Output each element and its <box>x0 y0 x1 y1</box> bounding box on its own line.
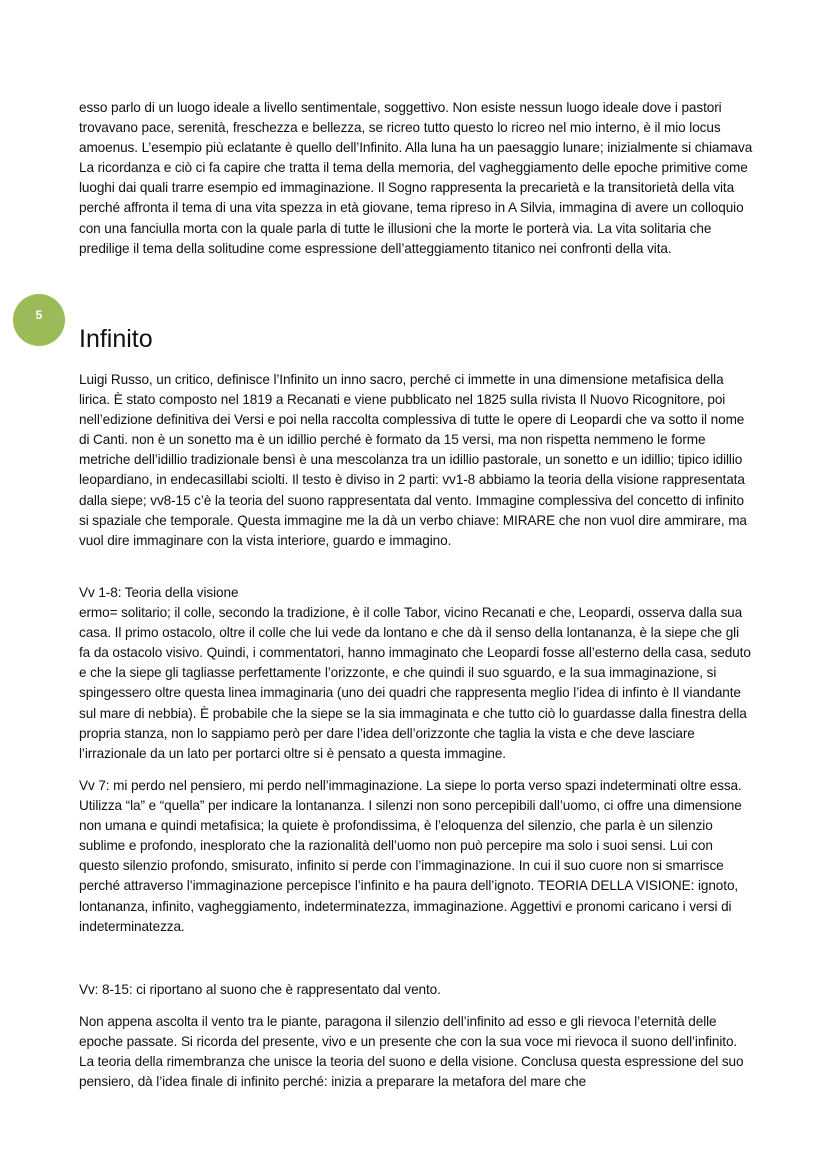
paragraph-vv7: Vv 7: mi perdo nel pensiero, mi perdo nell’immaginazione. La siepe lo porta verso spazi indeterminati oltre essa. Utilizza “la” e “quella” per indicare la lontananza. I silenzi non sono percepibili dall’uomo, ci offre una dimensione non umana e quindi metafisica; la quiete è profondissima, è l’eloquenza del silenzio, che parla è un silenzio sublime e profondo, inesplorato che la razionalità dell’uomo non può percepire ma solo i suoi sensi. Lui con questo silenzio profondo, smisurato, infinito si perde con l’immaginazione. In cui il suo cuore non si smarrisce perché attraverso l’immaginazione percepisce l’infinito e ha paura dell’ignoto. TEORIA DELLA VISIONE: ignoto, lontananza, infinito, vagheggiamento, indeterminatezza, immaginazione. Aggettivi e pronomi caricano i versi di indeterminatezza. <box>79 778 742 934</box>
subheading-visione: Vv 1-8: Teoria della visione <box>79 585 239 600</box>
paragraph-visione <box>79 583 753 764</box>
intro-paragraph: esso parlo di un luogo ideale a livello sentimentale, soggettivo. Non esiste nessun luogo ideale dove i pastori trovavano pace, serenità, freschezza e bellezza, se ricreo tutto questo lo ricreo nel mio interno, è il mio locus amoenus. L’esempio più eclatante è quello dell’Infinito. Alla luna ha un paesaggio lunare; inizialmente si chiamava La ricordanza e ciò ci fa capire che tratta il tema della memoria, del vagheggiamento delle epoche primitive come luoghi dai quali trarre esempio ed immaginazione. Il Sogno rappresenta la precarietà e la transitorietà della vita perché affronta il tema di una vita spezza in età giovane, tema ripreso in A Silvia, immagina di avere un colloquio con una fanciulla morta con la quale parla di tutte le illusioni che la morte le porterà via. La vita solitaria che predilige il tema della solitudine come espressione dell’atteggiamento titanico nei confronti della vita. <box>79 100 753 256</box>
paragraph-suono: Non appena ascolta il vento tra le piante, paragona il silenzio dell’infinito ad esso e gli rievoca l’eternità delle epoche passate. Si ricorda del presente, vivo e un presente che con la sua voce mi rievoca il suono dell’infinito. La teoria della rimembranza che unisce la teoria del suono e della visione. Conclusa questa espressione del suo pensiero, dà l’idea finale di infinito perché: inizia a preparare la metafora del mare che <box>79 1014 744 1090</box>
paragraph-vv8-15-heading: Vv: 8-15: ci riportano al suono che è rappresentato dal vento. <box>79 982 441 997</box>
section-number-badge: 5 <box>13 294 65 346</box>
paragraph-intro-infinito: Luigi Russo, un critico, definisce l’Infinito un inno sacro, perché ci immette in una dimensione metafisica della lirica. È stato composto nel 1819 a Recanati e viene pubblicato nel 1825 sulla rivista Il Nuovo Ricognitore, poi nell’edizione definitiva dei Versi e poi nella raccolta complessiva di tutte le opere di Leopardi che va sotto il nome di Canti. non è un sonetto ma è un idillio perché è formato da 15 versi, ma non rispetta nemmeno le forme metriche dell’idillio tradizionale bensì è una mescolanza tra un idillio pastorale, un sonetto e un idillio; tipico idillio leopardiano, in endecasillabi sciolti. Il testo è diviso in 2 parti: vv1-8 abbiamo la teoria della visione rappresentata dalla siepe; vv8-15 c’è la teoria del suono rappresentata dal vento. Immagine complessiva del concetto di infinito si spaziale che temporale. Questa immagine me la dà un verbo chiave: MIRARE che non vuol dire ammirare, ma vuol dire immaginare con la vista interiore, guardo e immagino. <box>79 372 747 548</box>
paragraph-visione-body: ermo= solitario; il colle, secondo la tradizione, è il colle Tabor, vicino Recanati e che, Leopardi, osserva dalla sua casa. Il primo ostacolo, oltre il colle che lui vede da lontano e che dà il senso della lontananza, è la siepe che gli fa da ostacolo visivo. Quindi, i commentatori, hanno immaginato che Leopardi fosse all’esterno della casa, seduto e che la siepe gli tagliasse perfettamente l’orizzonte, e che quindi il suo sguardo, e la sua immaginazione, si spingessero oltre questa linea immaginaria (uno dei quadri che rappresenta meglio l’idea di infinto è Il viandante sul mare di nebbia). È probabile che la siepe se la sia immaginata e che tutto ciò lo guardasse dalla finestra della propria stanza, non lo sappiamo però per dare l’idea dell’orizzonte che taglia la vista e che deve lasciare l’irrazionale da un lato per portarci oltre si è pensato a questa immagine. <box>79 605 751 761</box>
section-title: Infinito <box>79 325 153 353</box>
